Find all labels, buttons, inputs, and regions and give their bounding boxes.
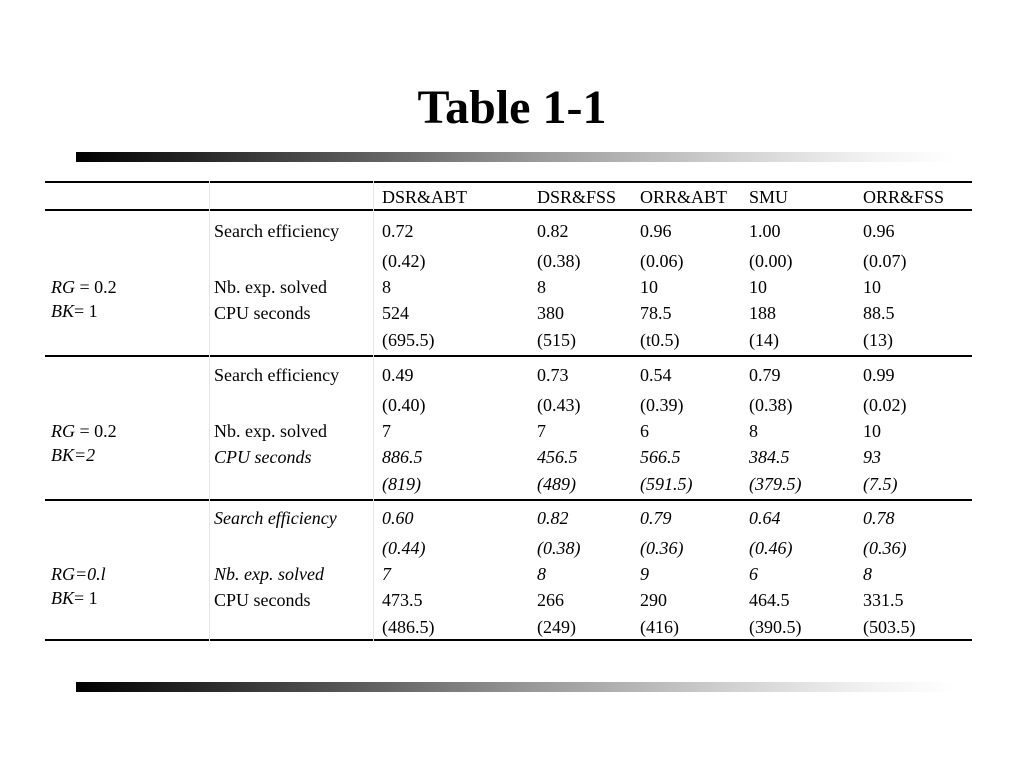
- table-cell: (591.5): [640, 474, 693, 494]
- table-cell: (0.43): [537, 395, 581, 415]
- column-header: ORR&ABT: [640, 187, 728, 207]
- table-cell: 266: [537, 590, 564, 610]
- table-cell: 7: [382, 421, 391, 441]
- rg-value: = 0.2: [75, 277, 117, 297]
- row-label: Nb. exp. solved: [214, 564, 324, 584]
- table-cell: 10: [640, 277, 658, 297]
- table-cell: (7.5): [863, 474, 898, 494]
- table-cell: (249): [537, 617, 576, 637]
- group-rg-label: [51, 420, 117, 442]
- table-cell: (0.38): [749, 395, 793, 415]
- table-cell: (0.06): [640, 251, 684, 271]
- results-table: [45, 181, 972, 642]
- table-cell: 290: [640, 590, 667, 610]
- table-rule: [45, 499, 972, 501]
- row-label: Search efficiency: [214, 365, 340, 385]
- table-cell: 10: [863, 277, 881, 297]
- table-cell: (t0.5): [640, 330, 680, 350]
- table-cell: (489): [537, 474, 576, 494]
- row-label: Search efficiency: [214, 221, 340, 241]
- table-cell: 0.82: [537, 221, 569, 241]
- table-cell: 0.96: [863, 221, 895, 241]
- top-gradient-bar: [76, 152, 956, 162]
- bottom-gradient-bar: [76, 682, 956, 692]
- table-rule: [45, 639, 972, 641]
- table-cell: 10: [749, 277, 767, 297]
- table-cell: 8: [537, 564, 546, 584]
- table-cell: (486.5): [382, 617, 435, 637]
- row-label: CPU seconds: [214, 303, 311, 323]
- table-cell: (416): [640, 617, 679, 637]
- table-cell: (0.36): [863, 538, 907, 558]
- table-cell: 0.54: [640, 365, 672, 385]
- table-cell: (0.40): [382, 395, 426, 415]
- slide-title: Table 1-1: [417, 81, 607, 134]
- table-cell: 0.49: [382, 365, 414, 385]
- table-cell: (503.5): [863, 617, 916, 637]
- column-header: DSR&FSS: [537, 187, 617, 207]
- table-cell: 0.60: [382, 508, 414, 528]
- table-cell: (0.46): [749, 538, 793, 558]
- group-rg-label: [51, 276, 117, 298]
- table-cell: 0.82: [537, 508, 569, 528]
- table-cell: 8: [382, 277, 391, 297]
- table-cell: 0.79: [749, 365, 781, 385]
- table-cell: (0.44): [382, 538, 426, 558]
- group-rg-label: [51, 563, 106, 585]
- table-cell: 566.5: [640, 447, 681, 467]
- table-cell: (695.5): [382, 330, 435, 350]
- table-cell: (0.42): [382, 251, 426, 271]
- rg-variable: RG: [51, 421, 75, 441]
- row-label: Nb. exp. solved: [214, 421, 327, 441]
- table-cell: (14): [749, 330, 779, 350]
- rg-variable: RG: [51, 277, 75, 297]
- table-cell: 384.5: [749, 447, 790, 467]
- table-cell: (0.07): [863, 251, 907, 271]
- table-cell: (0.36): [640, 538, 684, 558]
- table-cell: 7: [382, 564, 391, 584]
- table-cell: 473.5: [382, 590, 423, 610]
- rg-value: = 0.2: [75, 421, 117, 441]
- table-cell: 6: [640, 421, 649, 441]
- table-cell: (390.5): [749, 617, 802, 637]
- table-cell: (13): [863, 330, 893, 350]
- group-bk-label: [51, 300, 98, 322]
- bk-value: = 1: [74, 301, 98, 321]
- table-cell: (0.00): [749, 251, 793, 271]
- table-cell: (379.5): [749, 474, 802, 494]
- bk-variable: BK=2: [51, 445, 96, 465]
- row-label: Nb. exp. solved: [214, 277, 327, 297]
- table-cell: 331.5: [863, 590, 904, 610]
- group-bk-label: [51, 444, 95, 466]
- table-cell: (819): [382, 474, 421, 494]
- table-cell: 0.72: [382, 221, 414, 241]
- column-header: SMU: [749, 187, 789, 207]
- table-cell: 7: [537, 421, 546, 441]
- column-header: ORR&FSS: [863, 187, 945, 207]
- rg-variable: RG=0.l: [51, 564, 106, 584]
- row-label: CPU seconds: [214, 447, 312, 467]
- table-cell: (0.02): [863, 395, 907, 415]
- row-label: Search efficiency: [214, 508, 337, 528]
- row-label: CPU seconds: [214, 590, 311, 610]
- table-cell: 8: [749, 421, 758, 441]
- table-cell: 9: [640, 564, 649, 584]
- table-cell: (0.38): [537, 538, 581, 558]
- table-cell: 0.99: [863, 365, 895, 385]
- column-header: DSR&ABT: [382, 187, 468, 207]
- table-cell: 0.64: [749, 508, 781, 528]
- table-cell: 6: [749, 564, 758, 584]
- table-cell: 0.96: [640, 221, 672, 241]
- table-rule: [45, 181, 972, 183]
- table-cell: 380: [537, 303, 564, 323]
- group-bk-label: [51, 587, 98, 609]
- table-rule: [45, 209, 972, 211]
- bk-variable: BK: [51, 588, 75, 608]
- column-divider: [209, 181, 210, 641]
- table-cell: 78.5: [640, 303, 672, 323]
- table-cell: (0.39): [640, 395, 684, 415]
- table-cell: 188: [749, 303, 776, 323]
- bk-value: = 1: [74, 588, 98, 608]
- table-cell: 1.00: [749, 221, 781, 241]
- table-cell: 0.73: [537, 365, 569, 385]
- table-cell: 524: [382, 303, 409, 323]
- table-cell: 456.5: [537, 447, 578, 467]
- table-cell: 886.5: [382, 447, 423, 467]
- column-divider: [373, 181, 374, 641]
- table-cell: 88.5: [863, 303, 895, 323]
- table-cell: 8: [863, 564, 872, 584]
- table-rule: [45, 355, 972, 357]
- table-cell: (0.38): [537, 251, 581, 271]
- table-cell: 464.5: [749, 590, 790, 610]
- table-cell: 0.78: [863, 508, 895, 528]
- table-cell: (515): [537, 330, 576, 350]
- bk-variable: BK: [51, 301, 75, 321]
- table-cell: 8: [537, 277, 546, 297]
- table-cell: 0.79: [640, 508, 672, 528]
- table-cell: 10: [863, 421, 881, 441]
- table-cell: 93: [863, 447, 881, 467]
